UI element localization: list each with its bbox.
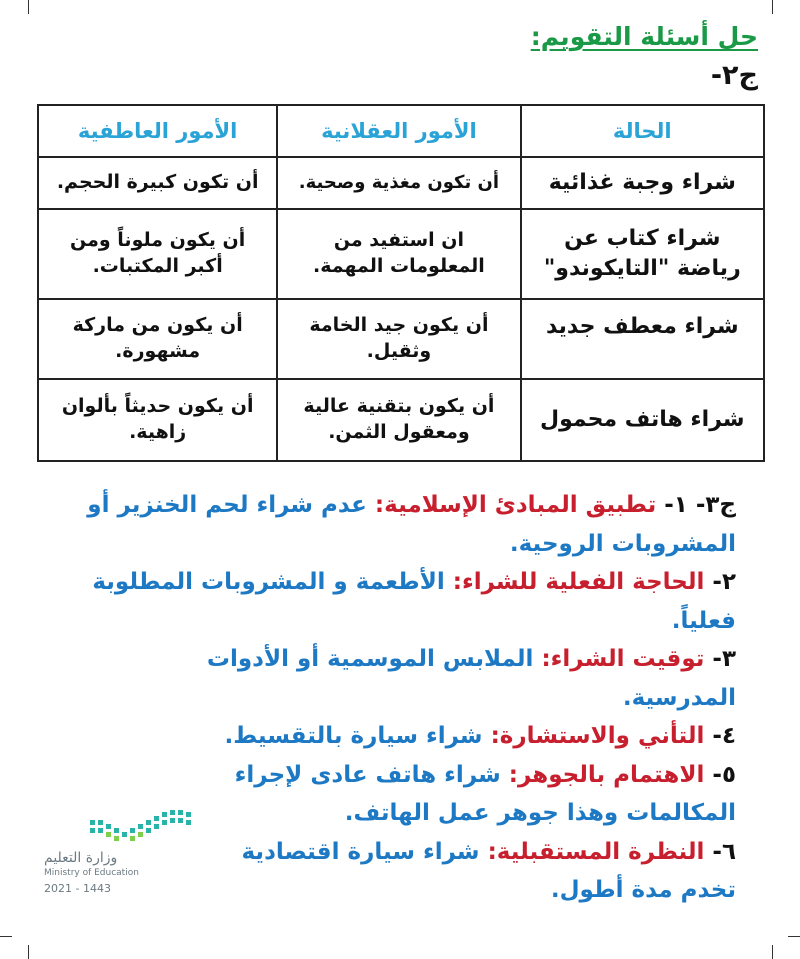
table-cell-rational: أن يكون جيد الخامة وثقيل.: [277, 299, 520, 379]
answer-label: الاهتمام بالجوهر:: [508, 761, 705, 788]
question-2-label: ج٢-: [710, 60, 758, 91]
ministry-year: 2021 - 1443: [44, 882, 111, 895]
answer-label: تطبيق المبادئ الإسلامية:: [374, 492, 657, 518]
crop-mark: [28, 0, 29, 14]
table-cell-emotional: أن يكون من ماركة مشهورة.: [38, 299, 277, 379]
table-cell-rational: ان استفيد من المعلومات المهمة.: [277, 209, 520, 299]
ministry-name-arabic: وزارة التعليم: [44, 850, 118, 866]
column-header: الأمور العقلانية: [277, 105, 520, 157]
answer-item: [66, 640, 736, 717]
answer-number: ٢-: [712, 569, 736, 595]
table-row: [38, 379, 764, 461]
table-cell-rational: أن تكون مغذية وصحية.: [277, 157, 520, 209]
answer-number: ٤-: [712, 723, 736, 749]
column-header: الحالة: [521, 105, 764, 157]
answer-number: ١-: [664, 492, 688, 518]
answer-text: عدم شراء لحم الخنزير أو المشروبات الروحية.: [87, 492, 736, 557]
column-header: الأمور العاطفية: [38, 105, 277, 157]
table-row: [38, 157, 764, 209]
table-cell-case: شراء وجبة غذائية: [521, 157, 764, 209]
table-cell-emotional: أن يكون ملوناً ومن أكبر المكتبات.: [38, 209, 277, 299]
answer-text: شراء هاتف عادى لإجراء المكالمات وهذا جوهر عمل الهاتف.: [234, 761, 736, 826]
answer-label: توقيت الشراء:: [541, 646, 705, 672]
table-row: [38, 299, 764, 379]
answer-number: ٣-: [712, 646, 736, 672]
evaluation-table: [37, 104, 765, 462]
crop-mark: [772, 945, 773, 959]
answer-text: شراء سيارة اقتصادية تخدم مدة أطول.: [241, 838, 736, 903]
ministry-logo: [44, 806, 174, 896]
answer-label: التأني والاستشارة:: [490, 723, 705, 749]
crop-mark: [772, 0, 773, 14]
answer-text: الملابس الموسمية أو الأدوات المدرسية.: [206, 646, 736, 711]
crop-mark: [788, 936, 800, 937]
answer-item: [66, 717, 736, 756]
answer-label: الحاجة الفعلية للشراء:: [452, 569, 705, 595]
table-row: [38, 209, 764, 299]
table-cell-case: شراء معطف جديد: [521, 299, 764, 379]
ministry-emblem-icon: [88, 806, 198, 846]
answer-item: [66, 486, 736, 563]
answer-number: ٦-: [712, 838, 736, 865]
question-3-label: ج٣-: [695, 492, 736, 518]
table-cell-case: شراء كتاب عن رياضة "التايكوندو": [521, 209, 764, 299]
answer-text: الأطعمة و المشروبات المطلوبة فعلياً.: [92, 569, 736, 634]
table-cell-case: شراء هاتف محمول: [521, 379, 764, 461]
ministry-name-english: Ministry of Education: [44, 868, 139, 878]
table-header-row: [38, 105, 764, 157]
table-cell-emotional: أن تكون كبيرة الحجم.: [38, 157, 277, 209]
answer-number: ٥-: [712, 761, 736, 788]
page-title: حل أسئلة التقويم:: [530, 22, 758, 51]
crop-mark: [0, 936, 12, 937]
answer-item: [66, 563, 736, 640]
answer-label: النظرة المستقبلية:: [487, 838, 705, 865]
crop-mark: [28, 945, 29, 959]
table-cell-emotional: أن يكون حديثاً بألوان زاهية.: [38, 379, 277, 461]
answer-text: شراء سيارة بالتقسيط.: [224, 723, 483, 749]
table-cell-rational: أن يكون بتقنية عالية ومعقول الثمن.: [277, 379, 520, 461]
